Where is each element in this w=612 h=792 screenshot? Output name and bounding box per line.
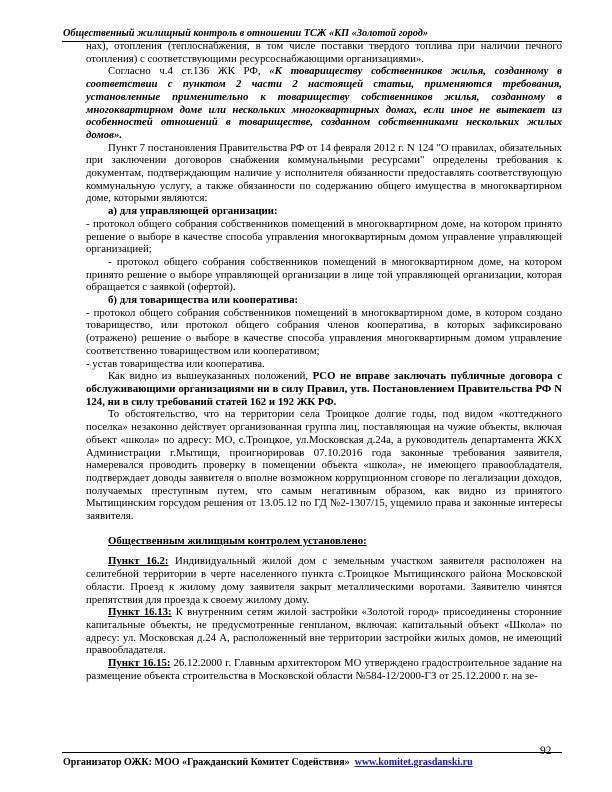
- list-item-b2: - устав товарищества или кооператива.: [86, 357, 265, 370]
- document-body: [86, 40, 562, 682]
- paragraph-article-136: [86, 65, 562, 141]
- footer-divider: [62, 752, 562, 753]
- paragraph-article-136-intro: Согласно ч.4 ст.136 ЖК РФ,: [108, 65, 270, 78]
- finding-16-15-text: 26.12.2000 г. Главным архитектором МО утверждено градостроительное задание на размещение объекта строительства в Московской области №584-12/2000-ГЗ от 25.12.2000 г. на зе-: [86, 657, 562, 682]
- paragraph-resolution-124: Пункт 7 постановления Правительства РФ от 14 февраля 2012 г. N 124 "О правилах, обязательных при заключении договоров снабжения коммунальными ресурсами" определены требования к документам, подтверждающим наличие у исполнителя обязанности предоставлять соответствующую коммунальную услугу, а также обязанности по содержанию общего имущества в многоквартирном доме, которыми являются:: [86, 141, 562, 205]
- footer-org: Организатор ОЖК: МОО «Гражданский Комитет Содействия»: [63, 757, 350, 768]
- finding-16-2: [86, 555, 562, 606]
- paragraph-conclusion-intro: Как видно из вышеуказанных положений,: [108, 370, 313, 383]
- paragraph-continuation: нах), отопления (теплоснабжения, в том числе поставки твердого топлива при наличии печного отопления) с соответствующими ресурсоснабжающими организациями».: [86, 40, 562, 65]
- list-item-b1: - протокол общего собрания собственников помещений в многоквартирном доме, в котором создано товарищество, или протокол общего собрания членов кооператива, в которых зафиксировано (отражено) решение о выборе в качестве способа управления многоквартирным домом управление соответственно товариществом или кооперативом;: [86, 306, 562, 357]
- finding-16-13: [86, 606, 562, 657]
- list-item-a2: - протокол общего собрания собственников помещений в многоквартирном доме, на котором принято решение о выборе управляющей организации в лице той управляющей организации, которая обращается с заявкой (офертой).: [86, 255, 562, 294]
- finding-16-15-label: Пункт 16.15:: [108, 657, 171, 670]
- finding-16-2-text: Индивидуальный жилой дом с земельным участком заявителя расположен на селитебной территории в черте населенного пункта с.Троицкое Мытищинского района Московской области. Проезд к жилому дому заявителя закрыт металлическими воротами. Заявителю чинятся препятствия для проезда к своему жилому дому.: [86, 555, 563, 606]
- paragraph-article-136-quote: «К товариществу собственников жилья, созданному в соответствии с пунктом 2 части 2 настоящей статьи, применяются требования, установленные применительно к товариществу собственников жилья, созданному в многоквартирном доме или нескольких многоквартирных домах, если иное не вытекает из особенностей отношений в товариществе, созданном собственниками нескольких жилых домов».: [86, 65, 562, 141]
- finding-16-15: [86, 657, 562, 682]
- footer-website-link[interactable]: www.komitet.grasdanski.ru: [354, 757, 473, 768]
- finding-16-13-label: Пункт 16.13:: [108, 606, 172, 619]
- subheading-management-org: а) для управляющей организации:: [108, 205, 278, 218]
- paragraph-conclusion-bold: РСО не вправе заключать публичные договора с обслуживающими организациями ни в силу Правил, утв. Постановлением Правительства РФ N 124, ни в силу требований статей 162 и 192 ЖК РФ.: [86, 370, 562, 408]
- subheading-partnership: б) для товарищества или кооператива:: [108, 294, 299, 307]
- finding-16-13-text: К внутренним сетям жилой застройки «Золотой город» присоединены сторонние капитальные объекты, не предусмотренные генпланом, включая: капитальный объект «Школа» по адресу: ул. Московская д.24 А, расположенный вне территории застройки жилых домов, не имеющий правообладателя.: [86, 606, 562, 657]
- paragraph-conclusion: [86, 370, 562, 408]
- list-item-a1: - протокол общего собрания собственников помещений в многоквартирном доме, на котором принято решение о выборе в качестве способа управления многоквартирным домом управление управляющей организацией;: [86, 217, 562, 256]
- running-header: Общественный жилищный контроль в отношении ТСЖ «КП «Золотой город»: [63, 28, 429, 39]
- running-footer: [63, 757, 563, 768]
- page-number: 92: [540, 745, 552, 757]
- section-heading: Общественным жилищным контролем установлено:: [108, 534, 367, 547]
- paragraph-circumstance: То обстоятельство, что на территории села Троицкое долгие годы, под видом «коттеджного поселка» незаконно действует организованная группа лиц, поставляющая на чужие объекты, включая объект «школа» по адресу: МО, с.Троицкое, ул.Московская д.24а, а руководитель департамента ЖКХ Администрации г.Мытищи, проигнорировав 07.10.2016 года законные требования заявителя, намеревался проводить проверку в помещении объекта «школа», не имеющего правообладателя, подтверждает доводы заявителя о вполне возможном коррупционном сговоре по легализации доходов, получаемых преступным путем, что самым негативным образом, как видно из принятого Мытищинским горсудом решения от 13.05.12 по ГД №2-1307/15, ущемило права и законные интересы заявителя.: [86, 408, 562, 523]
- finding-16-2-label: Пункт 16.2:: [108, 555, 169, 568]
